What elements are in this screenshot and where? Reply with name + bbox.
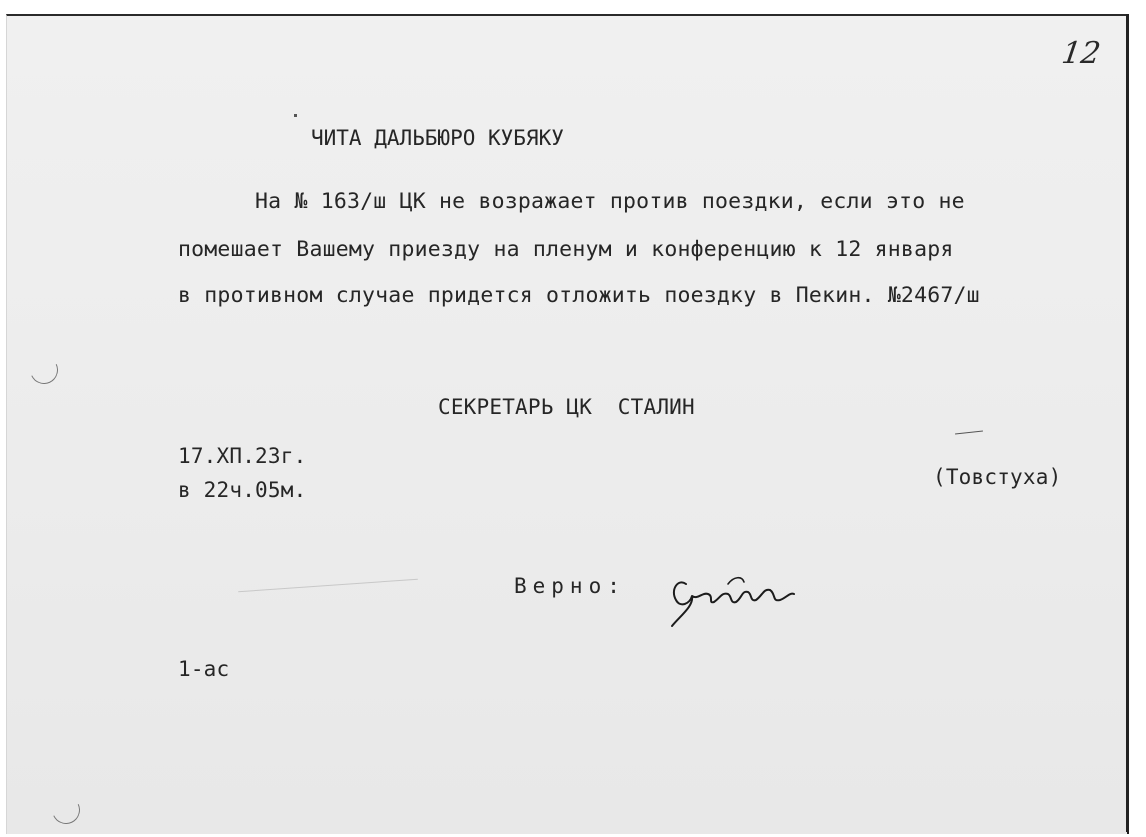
body-line: в противном случае придется отложить поездку в Пекин. №2467/ш <box>178 283 980 308</box>
signer-line: СЕКРЕТАРЬ ЦК СТАЛИН <box>438 395 695 419</box>
document-sheet <box>6 14 1127 834</box>
date: 17.ХП.23г. <box>178 444 307 468</box>
body-line: помешает Вашему приезду на пленум и конференцию к 12 января <box>178 237 954 262</box>
ink-speck <box>294 114 297 117</box>
reference-code: 1-ас <box>178 657 230 681</box>
verified-label: Верно: <box>514 574 626 598</box>
sheet-edge <box>1126 14 1129 832</box>
page-number: 12 <box>1059 36 1103 71</box>
telegram-address: ЧИТА ДАЛЬБЮРО КУБЯКУ <box>311 126 564 150</box>
handwritten-signature <box>668 570 798 632</box>
time: в 22ч.05м. <box>178 478 307 502</box>
copied-by: (Товстуха) <box>933 465 1062 489</box>
body-line: На № 163/ш ЦК не возражает против поездки, если это не <box>255 189 965 214</box>
